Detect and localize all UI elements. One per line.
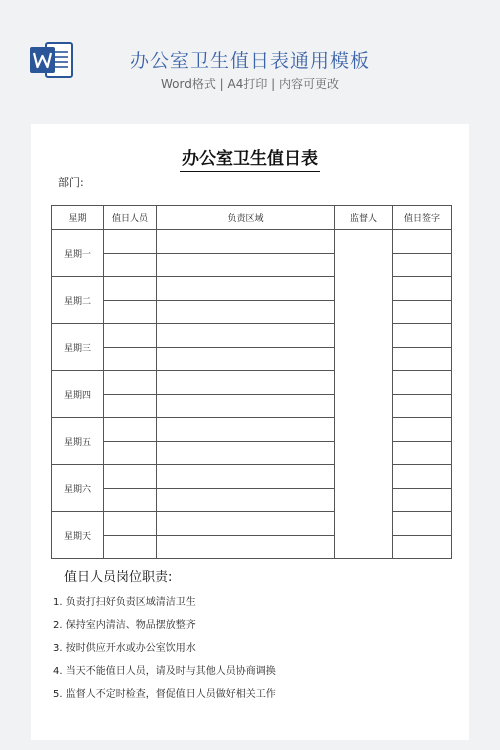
column-header: 值日人员: [104, 206, 157, 230]
signature-cell[interactable]: [393, 465, 452, 489]
duty-person-cell[interactable]: [104, 347, 157, 371]
area-cell[interactable]: [157, 324, 335, 348]
list-item: 4. 当天不能值日人员，请及时与其他人员协商调换: [53, 666, 276, 677]
page-subtitle: Word格式 | A4打印 | 内容可更改: [160, 77, 340, 91]
signature-cell[interactable]: [393, 277, 452, 301]
area-cell[interactable]: [157, 394, 335, 418]
duty-person-cell[interactable]: [104, 418, 157, 442]
signature-cell[interactable]: [393, 324, 452, 348]
area-cell[interactable]: [157, 230, 335, 254]
document-title: [31, 144, 469, 169]
table-row: [52, 230, 452, 254]
signature-cell[interactable]: [393, 512, 452, 536]
area-cell[interactable]: [157, 253, 335, 277]
duty-person-cell[interactable]: [104, 441, 157, 465]
duty-person-cell[interactable]: [104, 488, 157, 512]
signature-cell[interactable]: [393, 488, 452, 512]
duty-person-cell[interactable]: [104, 300, 157, 324]
signature-cell[interactable]: [393, 347, 452, 371]
area-cell[interactable]: [157, 347, 335, 371]
duty-person-cell[interactable]: [104, 512, 157, 536]
supervisor-cell[interactable]: [335, 230, 393, 559]
signature-cell[interactable]: [393, 253, 452, 277]
document-title-text: 办公室卫生值日表: [180, 149, 320, 172]
list-item: 5. 监督人不定时检查，督促值日人员做好相关工作: [53, 689, 276, 700]
duty-person-cell[interactable]: [104, 253, 157, 277]
day-cell: 星期一: [52, 230, 104, 277]
responsibilities-title: 值日人员岗位职责:: [64, 570, 173, 585]
list-item: 1. 负责打扫好负责区域清洁卫生: [53, 597, 196, 608]
duty-person-cell[interactable]: [104, 465, 157, 489]
table-header-row: [52, 206, 452, 230]
area-cell[interactable]: [157, 465, 335, 489]
signature-cell[interactable]: [393, 371, 452, 395]
day-cell: 星期五: [52, 418, 104, 465]
day-cell: 星期六: [52, 465, 104, 512]
duty-person-cell[interactable]: [104, 324, 157, 348]
duty-person-cell[interactable]: [104, 277, 157, 301]
list-item: 2. 保持室内清洁、物品摆放整齐: [53, 620, 196, 631]
column-header: 星期: [52, 206, 104, 230]
day-cell: 星期四: [52, 371, 104, 418]
duty-person-cell[interactable]: [104, 371, 157, 395]
signature-cell[interactable]: [393, 230, 452, 254]
area-cell[interactable]: [157, 300, 335, 324]
day-cell: 星期天: [52, 512, 104, 559]
document-page: [31, 124, 469, 740]
signature-cell[interactable]: [393, 418, 452, 442]
day-cell: 星期三: [52, 324, 104, 371]
area-cell[interactable]: [157, 535, 335, 559]
page-title: 办公室卫生值日表通用模板: [129, 50, 370, 72]
area-cell[interactable]: [157, 371, 335, 395]
signature-cell[interactable]: [393, 441, 452, 465]
signature-cell[interactable]: [393, 300, 452, 324]
list-item: 3. 按时供应开水或办公室饮用水: [53, 643, 196, 654]
area-cell[interactable]: [157, 418, 335, 442]
header: [0, 0, 500, 112]
department-label: 部门:: [58, 176, 84, 189]
area-cell[interactable]: [157, 277, 335, 301]
area-cell[interactable]: [157, 441, 335, 465]
column-header: 负责区域: [157, 206, 335, 230]
signature-cell[interactable]: [393, 394, 452, 418]
duty-table: [51, 205, 452, 559]
area-cell[interactable]: [157, 512, 335, 536]
duty-person-cell[interactable]: [104, 230, 157, 254]
signature-cell[interactable]: [393, 535, 452, 559]
column-header: 监督人: [335, 206, 393, 230]
duty-person-cell[interactable]: [104, 394, 157, 418]
responsibilities-list: [53, 591, 276, 706]
column-header: 值日签字: [393, 206, 452, 230]
duty-person-cell[interactable]: [104, 535, 157, 559]
area-cell[interactable]: [157, 488, 335, 512]
day-cell: 星期二: [52, 277, 104, 324]
